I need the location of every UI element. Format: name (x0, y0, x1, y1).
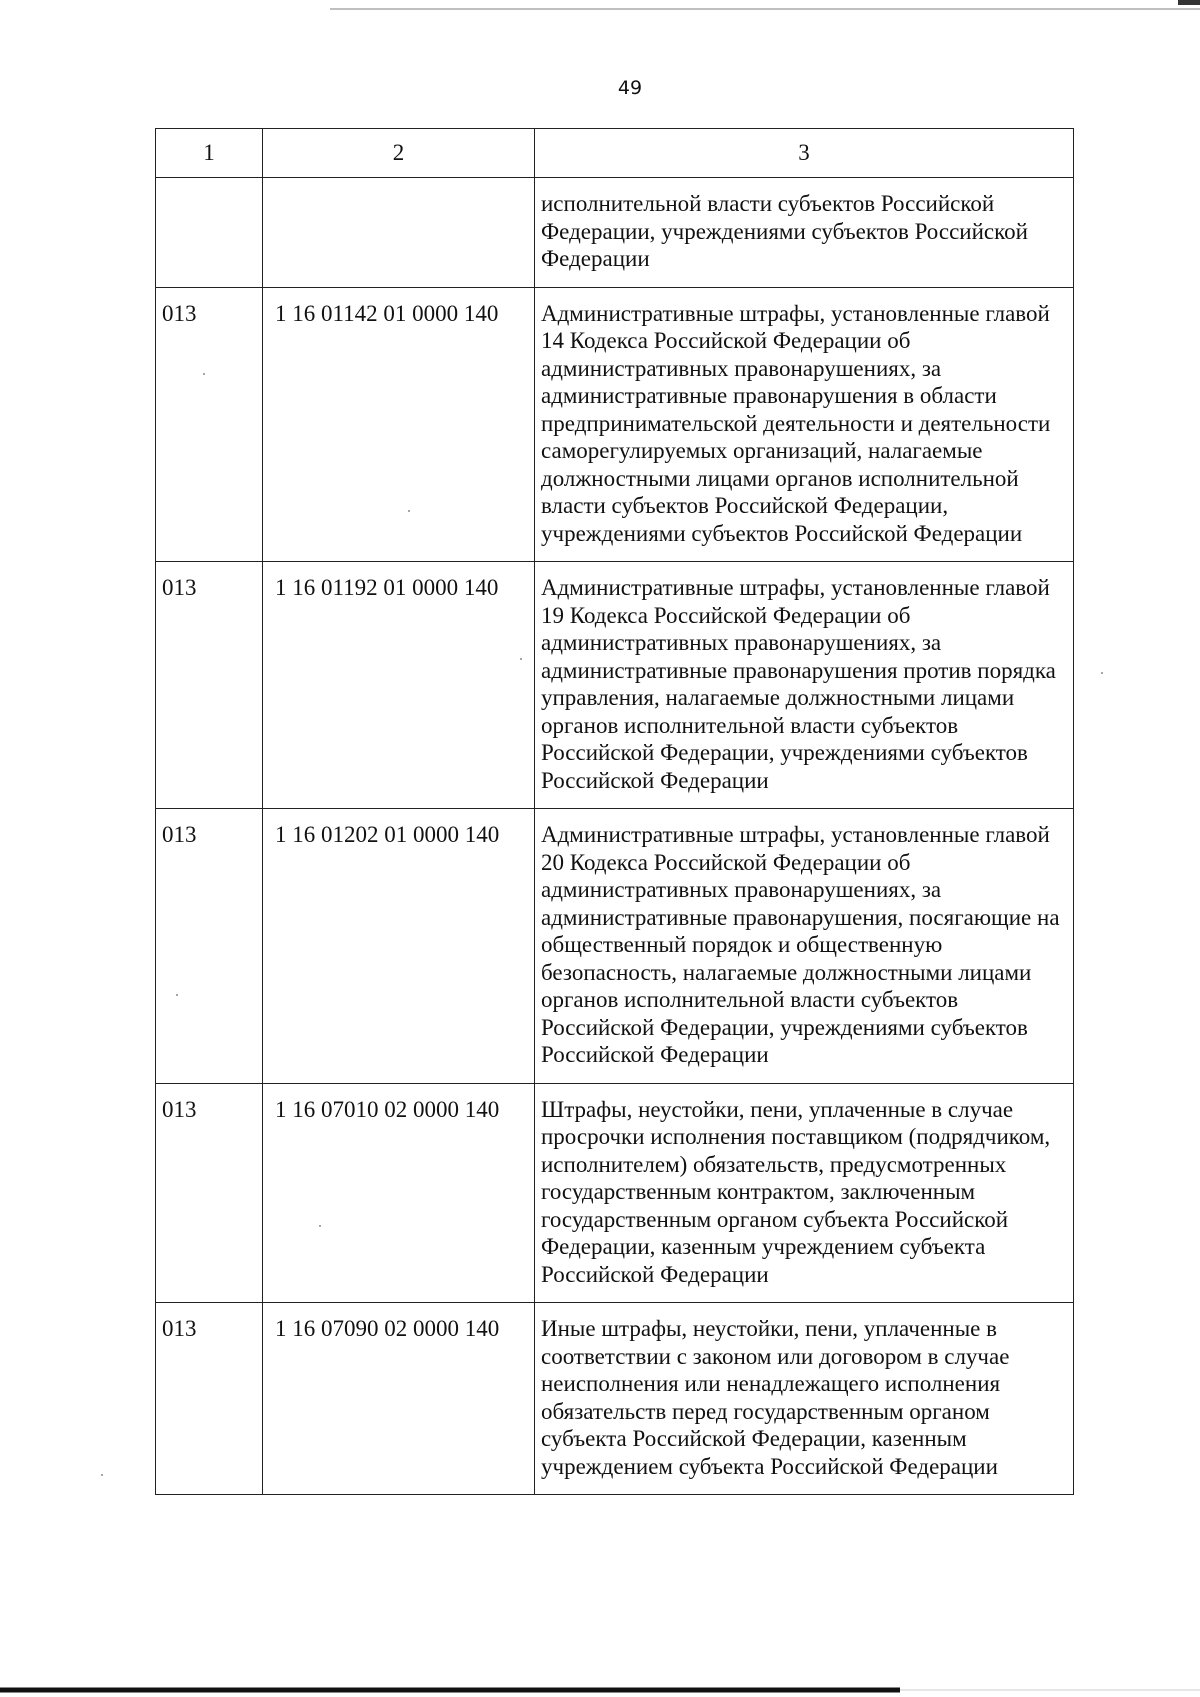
description-cell: Административные штрафы, установленные главой 14 Кодекса Российской Федерации об административных правонарушениях, за административные правонарушения в области предпринимательской деятельности и деятельности саморегулируемых организаций, налагаемые должностными лицами органов исполнительной власти субъектов Российской Федерации, учреждениями субъектов Российской Федерации (535, 287, 1074, 562)
scan-speck (203, 373, 205, 375)
scan-speck (1101, 672, 1103, 674)
admin-code-cell: 013 (156, 1303, 263, 1495)
scan-speck (176, 994, 178, 996)
revenue-code-cell: 1 16 01142 01 0000 140 (263, 287, 535, 562)
scan-top-edge (0, 0, 1200, 14)
admin-code-cell: 013 (156, 1083, 263, 1303)
table-row (156, 1083, 1074, 1303)
description-cell: исполнительной власти субъектов Российской Федерации, учреждениями субъектов Российской Федерации (535, 178, 1074, 288)
revenue-code-cell: 1 16 07010 02 0000 140 (263, 1083, 535, 1303)
table-row (156, 178, 1074, 288)
revenue-code-cell: 1 16 07090 02 0000 140 (263, 1303, 535, 1495)
scan-speck (520, 658, 522, 660)
description-cell: Штрафы, неустойки, пени, уплаченные в случае просрочки исполнения поставщиком (подрядчиком, исполнителем) обязательств, предусмотренных государственным контрактом, заключенным государственным органом субъекта Российской Федерации, казенным учреждением субъекта Российской Федерации (535, 1083, 1074, 1303)
table-row (156, 1303, 1074, 1495)
table-row (156, 562, 1074, 809)
description-cell: Административные штрафы, установленные главой 19 Кодекса Российской Федерации об административных правонарушениях, за административные правонарушения против порядка управления, налагаемые должностными лицами органов исполнительной власти субъектов Российской Федерации, учреждениями субъектов Российской Федерации (535, 562, 1074, 809)
description-cell: Административные штрафы, установленные главой 20 Кодекса Российской Федерации об административных правонарушениях, за административные правонарушения, посягающие на общественный порядок и общественную безопасность, налагаемые должностными лицами органов исполнительной власти субъектов Российской Федерации, учреждениями субъектов Российской Федерации (535, 809, 1074, 1084)
table-row (156, 287, 1074, 562)
admin-code-cell: 013 (156, 287, 263, 562)
header-col-1: 1 (156, 129, 263, 178)
revenue-code-cell: 1 16 01202 01 0000 140 (263, 809, 535, 1084)
scan-speck (101, 1474, 103, 1476)
header-col-3: 3 (535, 129, 1074, 178)
table-header-row (156, 129, 1074, 178)
description-cell: Иные штрафы, неустойки, пени, уплаченные в соответствии с законом или договором в случае неисполнения или ненадлежащего исполнения обязательств перед государственным органом субъекта Российской Федерации, казенным учреждением субъекта Российской Федерации (535, 1303, 1074, 1495)
admin-code-cell (156, 178, 263, 288)
admin-code-cell: 013 (156, 562, 263, 809)
scan-bottom-edge (0, 1684, 1200, 1697)
page-number: 49 (617, 77, 643, 99)
scan-speck (408, 510, 410, 512)
scan-speck (319, 1225, 321, 1227)
admin-code-cell: 013 (156, 809, 263, 1084)
table-row (156, 809, 1074, 1084)
header-col-2: 2 (263, 129, 535, 178)
revenue-code-cell (263, 178, 535, 288)
revenue-code-cell: 1 16 01192 01 0000 140 (263, 562, 535, 809)
revenue-codes-table (155, 128, 1074, 1495)
